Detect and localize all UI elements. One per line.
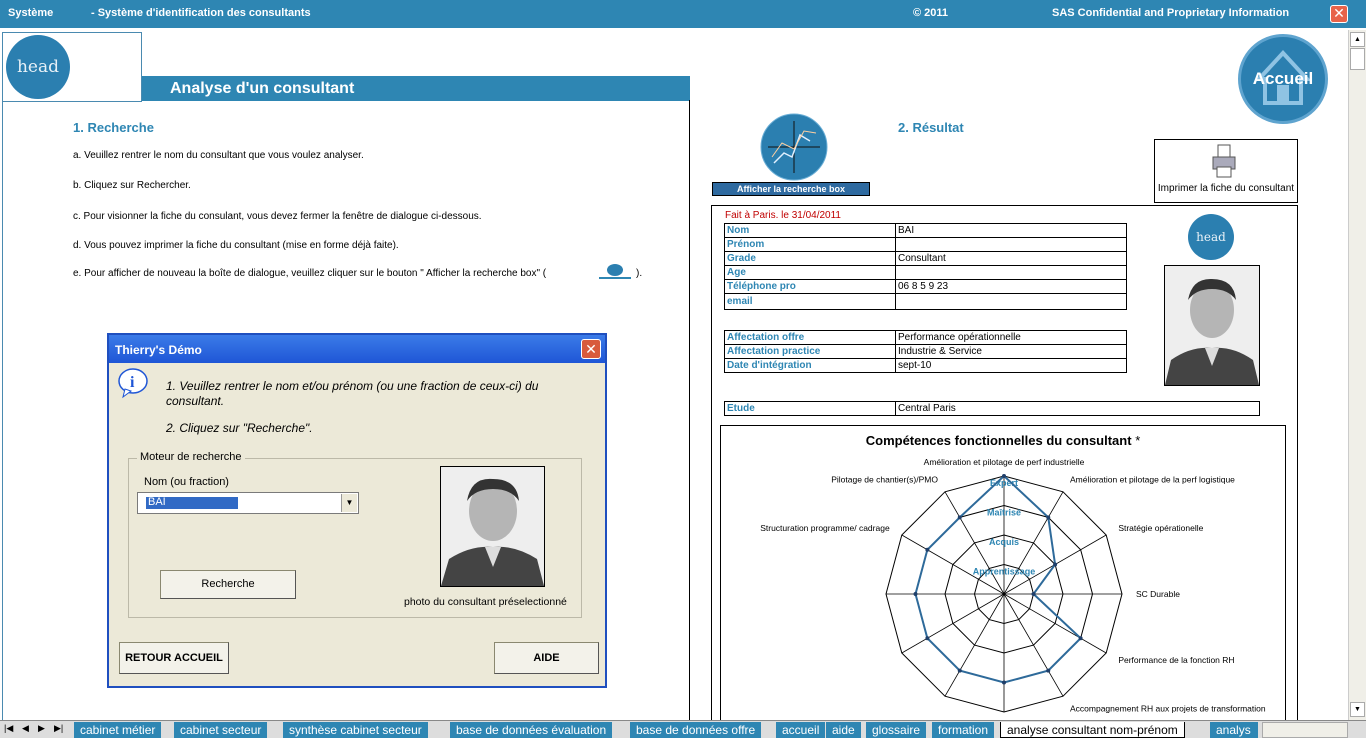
field-value [896,294,1127,310]
radar-axis-label: Amélioration et pilotage de la perf logistique [1070,474,1235,485]
print-label: Imprimer la fiche du consultant [1157,183,1295,194]
menu-systeme[interactable]: Système [8,7,54,19]
tab-nav-first-icon[interactable]: |◀ [4,723,14,733]
aide-button[interactable]: AIDE [494,642,599,674]
head-logo-small: head [1188,214,1234,260]
identity-table [724,223,1127,310]
assignment-table [724,330,1127,373]
field-value: Central Paris [896,402,1260,416]
radar-point [1053,563,1057,567]
tab-bdd-evaluation[interactable]: base de données évaluation [450,722,612,738]
confidential-notice: SAS Confidential and Proprietary Information [1052,7,1290,19]
tab-formation[interactable]: formation [932,722,994,738]
field-label: Etude [725,402,896,416]
group-label: Moteur de recherche [137,451,245,463]
field-label: email [725,294,896,310]
field-label: Affectation practice [725,345,896,359]
field-value: Industrie & Service [896,345,1127,359]
retour-accueil-button[interactable]: RETOUR ACCUEIL [119,642,229,674]
chart-globe-icon[interactable] [760,113,828,181]
scroll-thumb[interactable] [1350,48,1365,70]
resultat-title: 2. Résultat [898,120,964,135]
competences-chart [720,425,1286,725]
table-row [725,252,1127,266]
table-row [725,266,1127,280]
field-label: Age [725,266,896,280]
table-row [725,280,1127,294]
field-value: 06 8 5 9 23 [896,280,1127,294]
photo-caption: photo du consultant préselectionné [404,596,567,608]
field-value [896,238,1127,252]
field-value [896,266,1127,280]
tab-cabinet-secteur[interactable]: cabinet secteur [174,722,267,738]
field-label: Date d'intégration [725,359,896,373]
table-row [725,294,1127,310]
radar-level-label: Acquis [988,537,1020,547]
table-row [725,238,1127,252]
logo-box [2,32,142,102]
radar-axis-label: Amélioration et pilotage de perf industrielle [923,457,1085,467]
tab-bdd-offre[interactable]: base de données offre [630,722,761,738]
chart-title-mark: * [1135,433,1141,448]
table-row [725,345,1127,359]
field-label: Téléphone pro [725,280,896,294]
radar-axis-label: Accompagnement RH aux projets de transformation [1070,703,1266,714]
radar-axis-label: SC Durable [1136,589,1180,599]
table-row [725,224,1127,238]
radar-point [925,636,929,640]
tab-cabinet-metier[interactable]: cabinet métier [74,722,161,738]
panel-divider [689,100,690,720]
radar-point [958,515,962,519]
scroll-up-icon[interactable]: ▲ [1350,32,1365,47]
svg-text:i: i [130,374,135,391]
radar-point [1046,515,1050,519]
radar-point [1079,636,1083,640]
instruction-a: a. Veuillez rentrer le nom du consultant que vous voulez analyser. [73,150,364,161]
radar-level-label: Expert [989,478,1019,488]
tab-glossaire[interactable]: glossaire [866,722,926,738]
table-row [725,359,1127,373]
radar-point [914,592,918,596]
print-button[interactable] [1154,139,1298,203]
name-combobox[interactable] [137,492,359,514]
info-icon [117,367,149,399]
page-title: Analyse d'un consultant [142,76,690,101]
tab-accueil[interactable]: accueil [776,722,825,738]
dialog-close-icon[interactable]: ✕ [581,339,601,359]
field-label: Nom [725,224,896,238]
sheet-tabs [0,720,1366,738]
name-value: BAI [148,496,166,508]
dialog-title: Thierry's Démo [109,335,605,363]
dialog-instruction-1: 1. Veuillez rentrer le nom et/ou prénom (ou une fraction de ceux-ci) du consultant. [166,379,539,408]
search-dialog [107,333,607,688]
tab-nav-next-icon[interactable]: ▶ [38,723,45,733]
table-row [725,402,1260,416]
panel-left-edge [2,100,3,720]
title-bar [0,0,1366,28]
radar-point [1002,474,1006,478]
field-label: Affectation offre [725,331,896,345]
field-value: BAI [896,224,1127,238]
radar-axis-label: Structuration programme/ cadrage [760,523,890,533]
etude-table [724,401,1260,416]
radar-axis-label: Stratégie opérationelle [1118,523,1204,533]
afficher-recherche-box-button[interactable]: Afficher la recherche box [712,182,870,196]
head-logo: head [6,35,70,99]
radar-level-label: Maîtrisé [986,507,1022,518]
scroll-down-icon[interactable]: ▼ [1350,702,1365,717]
radar-axis-label: Pilotage de chantier(s)/PMO [831,474,938,485]
chart-title-text: Compétences fonctionnelles du consultant [865,433,1132,448]
consultant-photo [1164,265,1260,386]
radar-point [1032,592,1036,596]
instruction-e: e. Pour afficher de nouveau la boîte de dialogue, veuillez cliquer sur le bouton " Afficher la recherche box" ( [73,268,547,279]
tab-synthese-cabinet-secteur[interactable]: synthèse cabinet secteur [283,722,428,738]
tab-nav-prev-icon[interactable]: ◀ [22,723,29,733]
close-icon[interactable]: ✕ [1330,5,1348,23]
recherche-button[interactable]: Recherche [160,570,296,599]
consultant-photo-dialog [440,466,545,587]
radar-point [958,669,962,673]
field-label: Prénom [725,238,896,252]
instruction-b: b. Cliquez sur Rechercher. [73,180,191,191]
instruction-c: c. Pour visionner la fiche du consulant, vous devez fermer la fenêtre de dialogue ci-dessous. [73,211,482,222]
show-box-mini-icon[interactable] [598,262,632,282]
tab-analyse-2[interactable]: analys [1210,722,1258,738]
copyright: © 2011 [913,7,949,19]
recherche-title: 1. Recherche [73,120,154,135]
instruction-d: d. Vous pouvez imprimer la fiche du consultant (mise en forme déjà faite). [73,240,399,251]
vertical-scrollbar[interactable] [1348,30,1366,720]
table-row [725,331,1127,345]
tab-nav-last-icon[interactable]: ▶| [54,723,64,733]
radar-chart [721,426,1285,724]
tab-aide[interactable]: aide [826,722,861,738]
made-at-text: Fait à Paris. le 31/04/2011 [725,210,841,221]
accueil-button[interactable] [1238,34,1328,124]
chevron-down-icon[interactable]: ▼ [341,494,357,512]
field-value: sept-10 [896,359,1127,373]
radar-level-label: Apprentissage [972,566,1036,577]
radar-point [925,548,929,552]
radar-axis-label: Performance de la fonction RH [1118,655,1235,665]
radar-spoke [1004,594,1106,653]
horizontal-scrollbar[interactable] [1262,722,1348,738]
field-value: Consultant [896,252,1127,266]
field-value: Performance opérationnelle [896,331,1127,345]
accueil-label: Accueil [1252,69,1314,88]
tab-analyse-consultant[interactable]: analyse consultant nom-prénom [1000,722,1185,738]
radar-point [1046,669,1050,673]
field-label: Grade [725,252,896,266]
app-title: - Système d'identification des consultants [91,7,311,19]
printer-icon [1211,143,1237,179]
dialog-instruction-2: 2. Cliquez sur "Recherche". [166,421,313,435]
instruction-e-end: ). [636,268,643,279]
radar-point [1002,681,1006,685]
name-label: Nom (ou fraction) [144,476,229,488]
